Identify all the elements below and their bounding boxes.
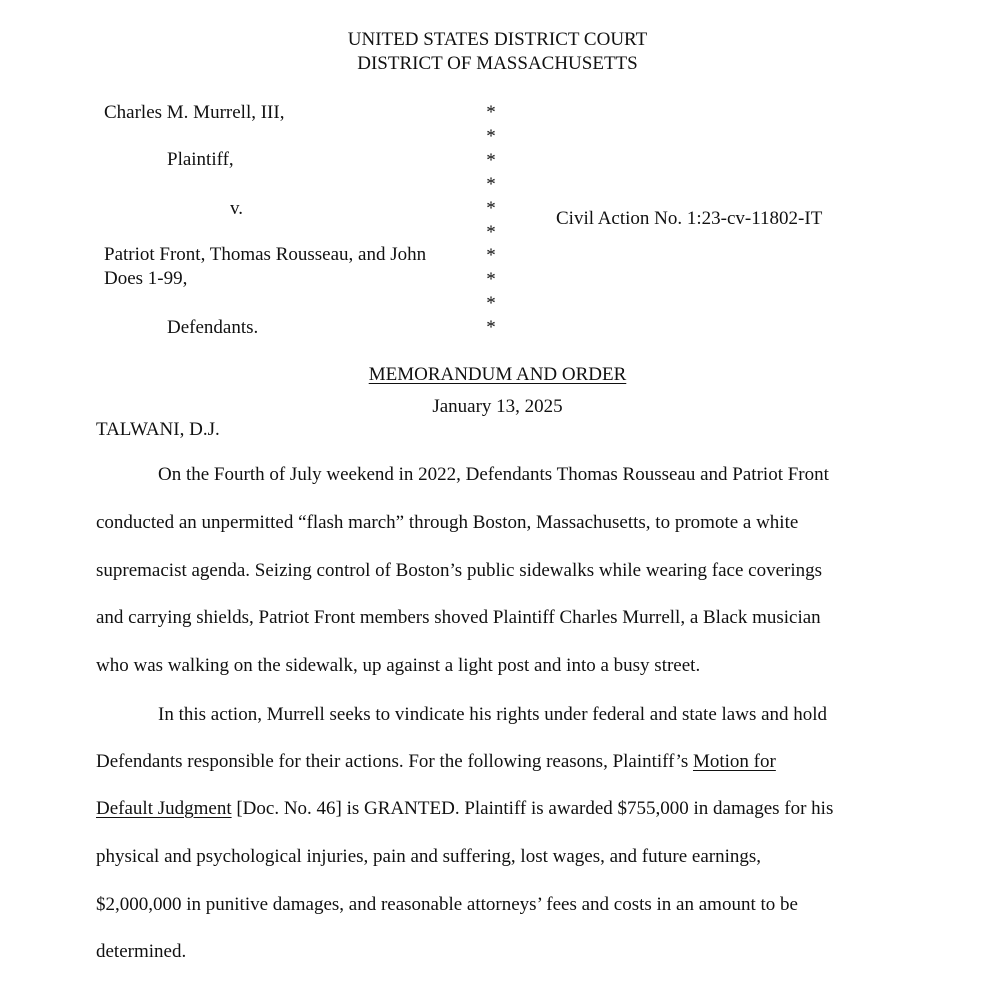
motion-link[interactable]: Motion for	[692, 751, 776, 772]
paragraph-2-line: determined.	[96, 941, 187, 962]
caption-star: *	[486, 317, 496, 338]
caption-star: *	[486, 126, 496, 147]
district-name: DISTRICT OF MASSACHUSETTS	[357, 53, 638, 74]
paragraph-1-line: conducted an unpermitted “flash march” through Boston, Massachusetts, to promote a white	[96, 512, 799, 533]
caption-star: *	[486, 150, 496, 171]
document-title: MEMORANDUM AND ORDER	[368, 364, 627, 385]
paragraph-1-line: supremacist agenda. Seizing control of Boston’s public sidewalks while wearing face coverings	[96, 560, 823, 581]
paragraph-2-line	[96, 750, 916, 774]
versus: v.	[230, 198, 244, 219]
defendants-role: Defendants.	[167, 317, 259, 338]
paragraph-1-line: who was walking on the sidewalk, up against a light post and into a busy street.	[96, 655, 701, 676]
plaintiff-role: Plaintiff,	[167, 149, 234, 170]
caption-star: *	[486, 269, 496, 290]
paragraph-2-text: [Doc. No. 46] is GRANTED. Plaintiff is awarded $755,000 in damages for his	[231, 798, 834, 819]
paragraph-1-line: and carrying shields, Patriot Front members shoved Plaintiff Charles Murrell, a Black musician	[96, 607, 821, 628]
paragraph-2-line: physical and psychological injuries, pain and suffering, lost wages, and future earnings,	[96, 846, 762, 867]
caption-star: *	[486, 102, 496, 123]
paragraph-2-text: Defendants responsible for their actions. For the following reasons, Plaintiff’s	[96, 751, 693, 772]
defendants-line-1: Patriot Front, Thomas Rousseau, and John	[104, 244, 427, 265]
order-date: January 13, 2025	[432, 396, 563, 417]
paragraph-2-line: In this action, Murrell seeks to vindicate his rights under federal and state laws and hold	[158, 704, 828, 725]
paragraph-1-line: On the Fourth of July weekend in 2022, Defendants Thomas Rousseau and Patriot Front	[158, 464, 829, 485]
caption-star: *	[486, 245, 496, 266]
paragraph-2-line	[96, 797, 916, 821]
caption-star: *	[486, 293, 496, 314]
caption-star: *	[486, 198, 496, 219]
civil-action-number: Civil Action No. 1:23-cv-11802-IT	[556, 208, 823, 229]
caption-star: *	[486, 174, 496, 195]
judge-name: TALWANI, D.J.	[96, 419, 220, 440]
court-name: UNITED STATES DISTRICT COURT	[347, 29, 648, 50]
plaintiff-name: Charles M. Murrell, III,	[104, 102, 285, 123]
caption-star: *	[486, 222, 496, 243]
motion-link-continued[interactable]: Default Judgment	[96, 798, 232, 819]
paragraph-2-line: $2,000,000 in punitive damages, and reasonable attorneys’ fees and costs in an amount to be	[96, 894, 798, 915]
defendants-line-2: Does 1-99,	[104, 268, 188, 289]
